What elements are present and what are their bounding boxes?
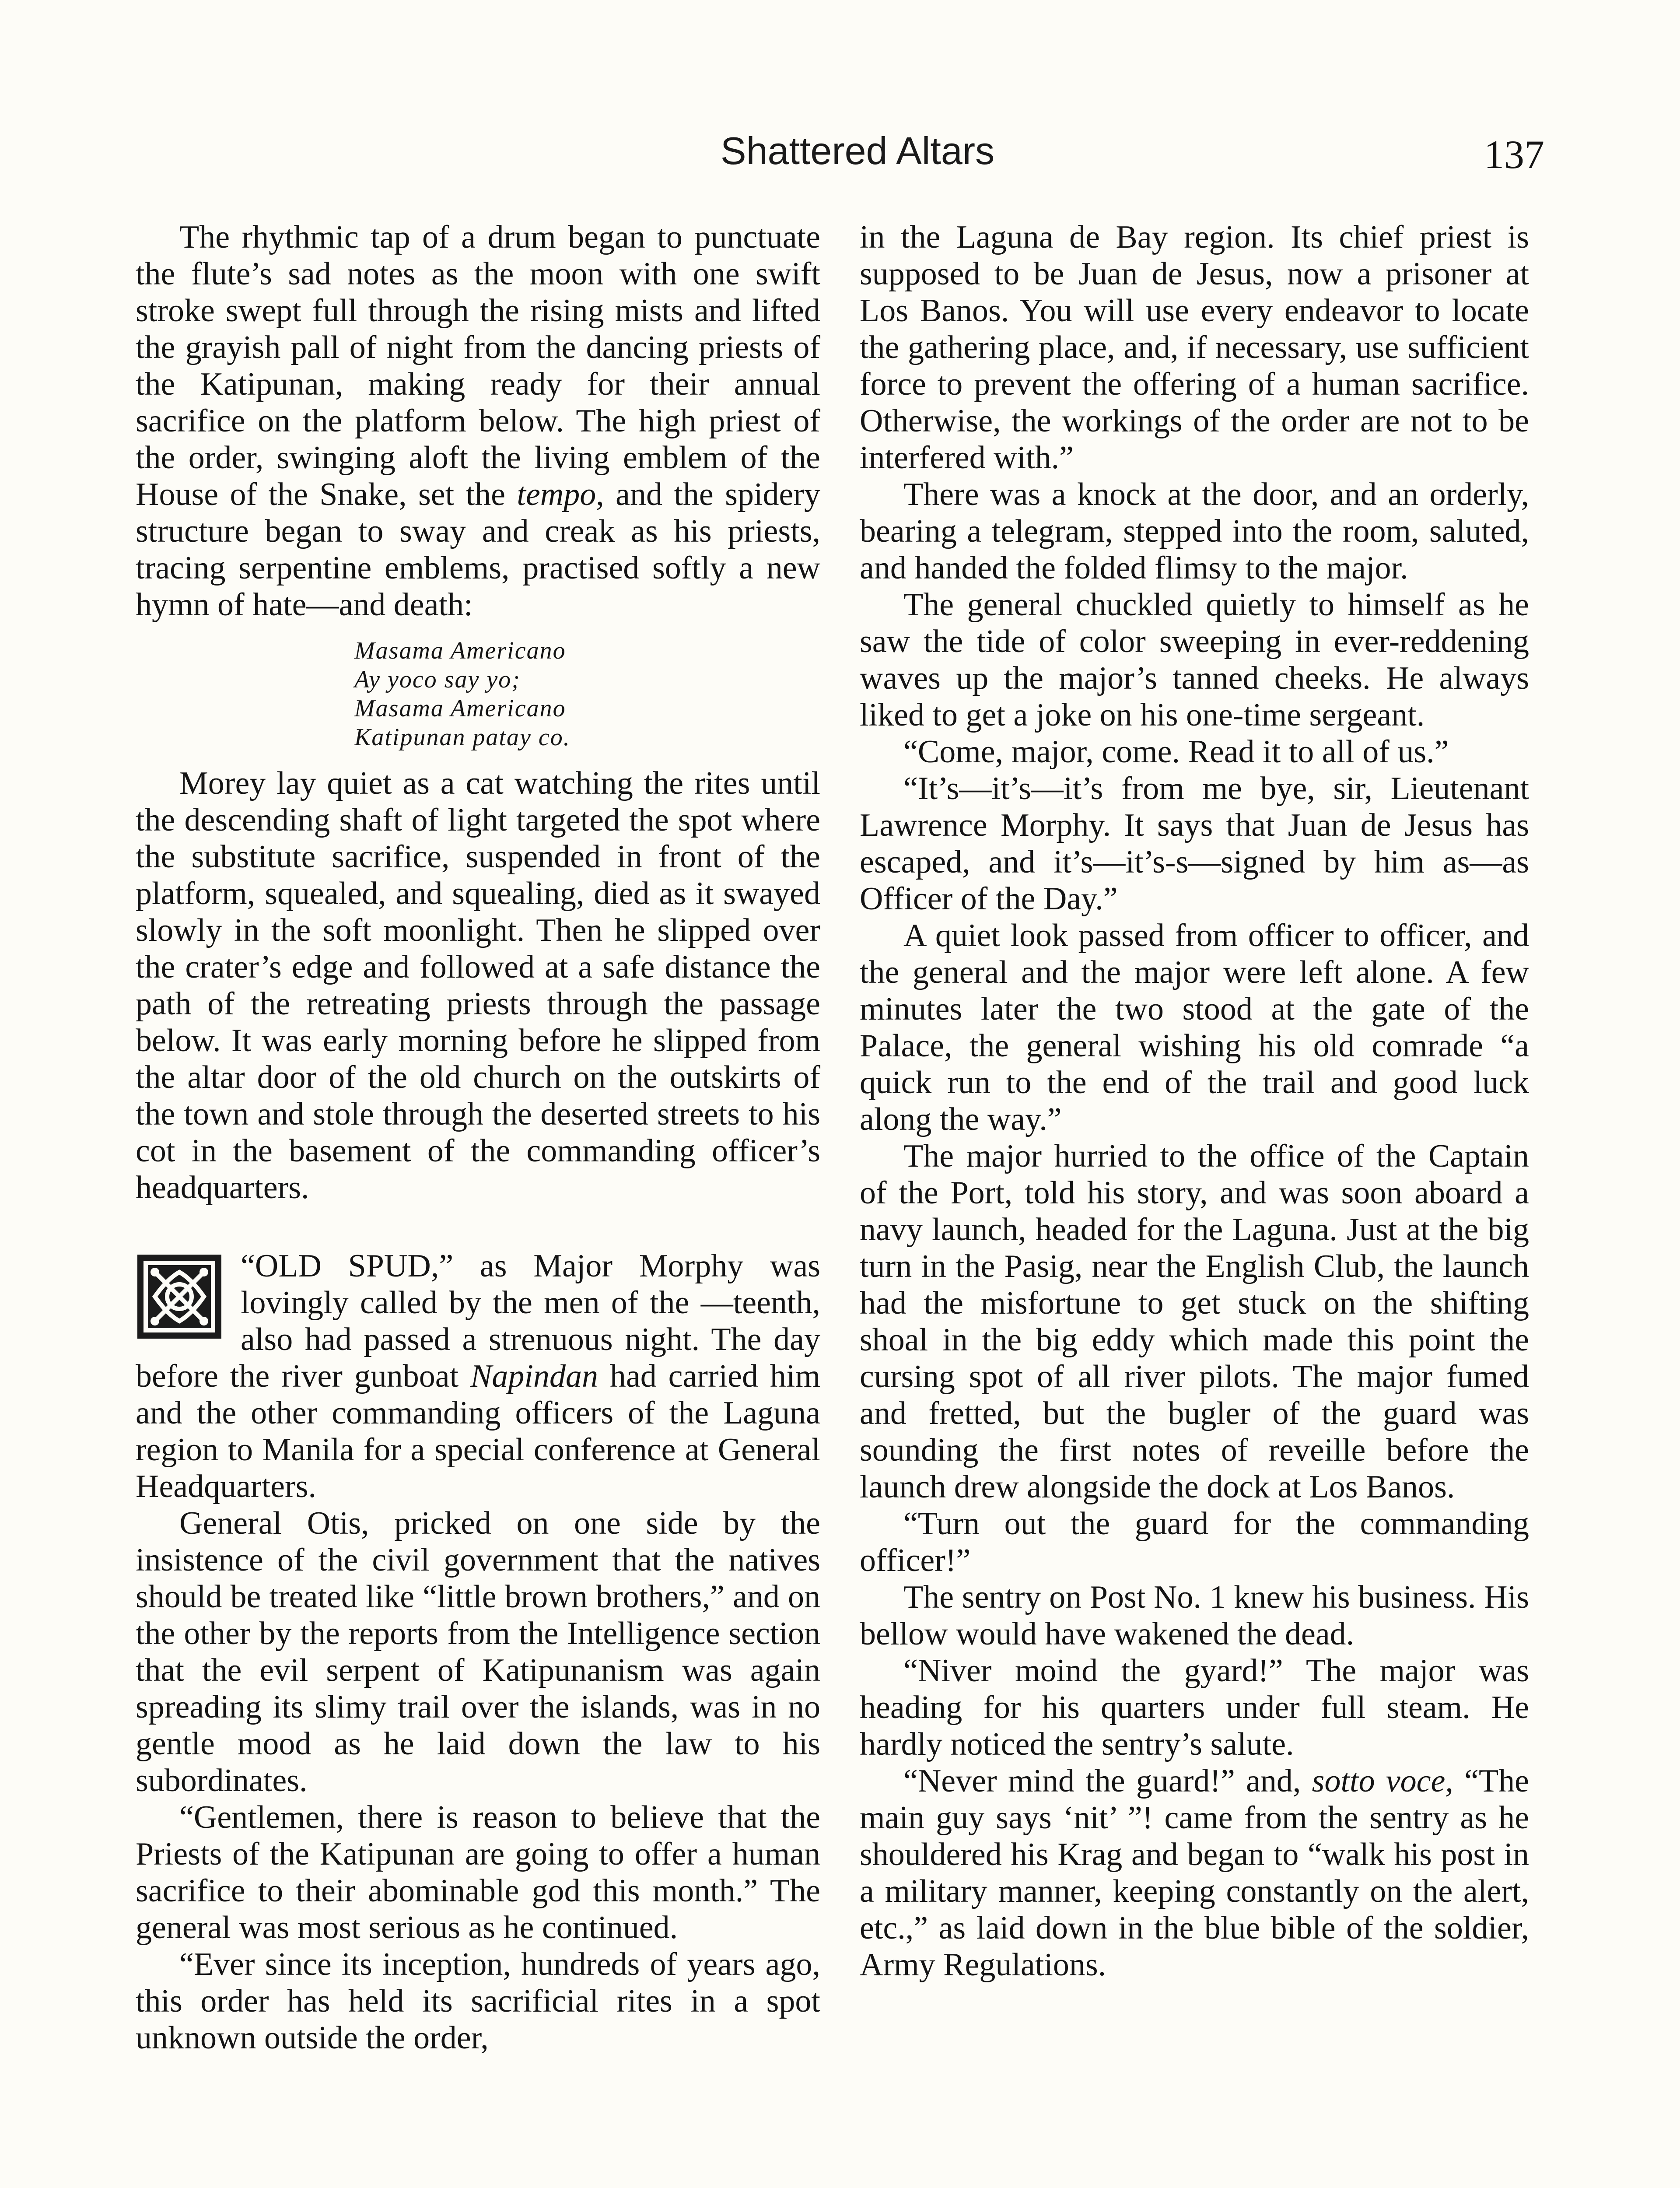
running-header [0, 127, 1680, 184]
celtic-knot-ornament-icon [136, 1253, 223, 1340]
paragraph: in the Laguna de Bay region. Its chief priest is supposed to be Juan de Jesus, now a prisoner at Los Banos. You will use every endeavor to locate the gathering place, and, if necessary, use sufficient force to prevent the offering of a human sacrifice. Otherwise, the workings of the order are not to be interfered with.” [860, 219, 1529, 476]
verse-line: Masama Americano [354, 637, 566, 664]
paragraph: “Ever since its inception, hundreds of years ago, this order has held its sacrificial rites in a spot unknown outside the order, [136, 1946, 820, 2056]
paragraph: Morey lay quiet as a cat watching the rites until the descending shaft of light targeted the spot where the substitute sacrifice, suspended in front of the platform, squealed, and squealing, died as it swayed slowly in the soft moonlight. Then he slipped over the crater’s edge and followed at a safe distance the path of the retreating priests through the passage below. It was early morning before he slipped from the altar door of the old church on the outskirts of the town and stole through the deserted streets to his cot in the basement of the commanding officer’s headquarters. [136, 765, 820, 1206]
paragraph: “Niver moind the gyard!” The major was heading for his quarters under full steam. He hardly noticed the sentry’s salute. [860, 1653, 1529, 1762]
paragraph: The sentry on Post No. 1 knew his business. His bellow would have wakened the dead. [860, 1579, 1529, 1652]
paragraph: The general chuckled quietly to himself as he saw the tide of color sweeping in ever-reddening waves up the major’s tanned cheeks. He always liked to get a joke on his one-time sergeant. [860, 587, 1529, 733]
paragraph: “It’s—it’s—it’s from me bye, sir, Lieutenant Lawrence Morphy. It says that Juan de Jesus has escaped, and it’s—it’s-s—signed by him as—as Officer of the Day.” [860, 771, 1529, 917]
verse-line: Katipunan patay co. [354, 724, 570, 751]
section-break [136, 1206, 820, 1248]
page-number: 137 [1484, 132, 1544, 177]
running-title: Shattered Altars [720, 129, 995, 172]
right-column [860, 219, 1529, 1983]
verse-line: Masama Americano [354, 695, 566, 722]
paragraph: The rhythmic tap of a drum began to punctuate the flute’s sad notes as the moon with one swift stroke swept full through the rising mists and lifted the grayish pall of night from the dancing priests of the Katipunan, making ready for their annual sacrifice on the platform below. The high priest of the order, swinging aloft the living emblem of the House of the Snake, set the tempo, and the spidery structure began to sway and creak as his priests, tracing serpentine emblems, practised softly a new hymn of hate—and death: [136, 219, 820, 623]
left-column [136, 219, 820, 2056]
paragraph: “Come, major, come. Read it to all of us.” [903, 734, 1449, 770]
paragraph: The major hurried to the office of the Captain of the Port, told his story, and was soon aboard a navy launch, headed for the Laguna. Just at the big turn in the Pasig, near the English Club, the launch had the misfortune to get stuck on the shifting shoal in the big eddy which made this point the cursing spot of all river pilots. The major fumed and fretted, but the bugler of the guard was sounding the first notes of reveille before the launch drew alongside the dock at Los Banos. [860, 1138, 1529, 1505]
verse-block [354, 636, 820, 752]
paragraph: “Never mind the guard!” and, sotto voce, “The main guy says ‘nit’ ”! came from the sentry as he shouldered his Krag and began to “walk his post in a military manner, keeping constantly on the alert, etc.,” as laid down in the blue bible of the soldier, Army Regulations. [860, 1763, 1530, 1983]
verse-line: Ay yoco say yo; [354, 666, 521, 693]
paragraph: “Turn out the guard for the commanding officer!” [860, 1506, 1529, 1578]
paragraph-with-ornament: “OLD SPUD,” as Major Morphy was lovingly called by the men of the —teenth, also had passed a strenuous night. The day before the river gunboat Napindan had carried him and the other commanding officers of the Laguna region to Manila for a special conference at General Headquarters. [136, 1248, 821, 1504]
paragraph: A quiet look passed from officer to officer, and the general and the major were left alone. A few minutes later the two stood at the gate of the Palace, the general wishing his old comrade “a quick run to the end of the trail and good luck along the way.” [860, 918, 1529, 1137]
paragraph: “Gentlemen, there is reason to believe that the Priests of the Katipunan are going to offer a human sacrifice to their abominable god this month.” The general was most serious as he continued. [136, 1799, 820, 1946]
paragraph: General Otis, pricked on one side by the insistence of the civil government that the natives should be treated like “little brown brothers,” and on the other by the reports from the Intelligence section that the evil serpent of Katipunanism was again spreading its slimy trail over the islands, was in no gentle mood as he laid down the law to his subordinates. [136, 1505, 820, 1799]
paragraph: There was a knock at the door, and an orderly, bearing a telegram, stepped into the room, saluted, and handed the folded flimsy to the major. [860, 477, 1529, 586]
